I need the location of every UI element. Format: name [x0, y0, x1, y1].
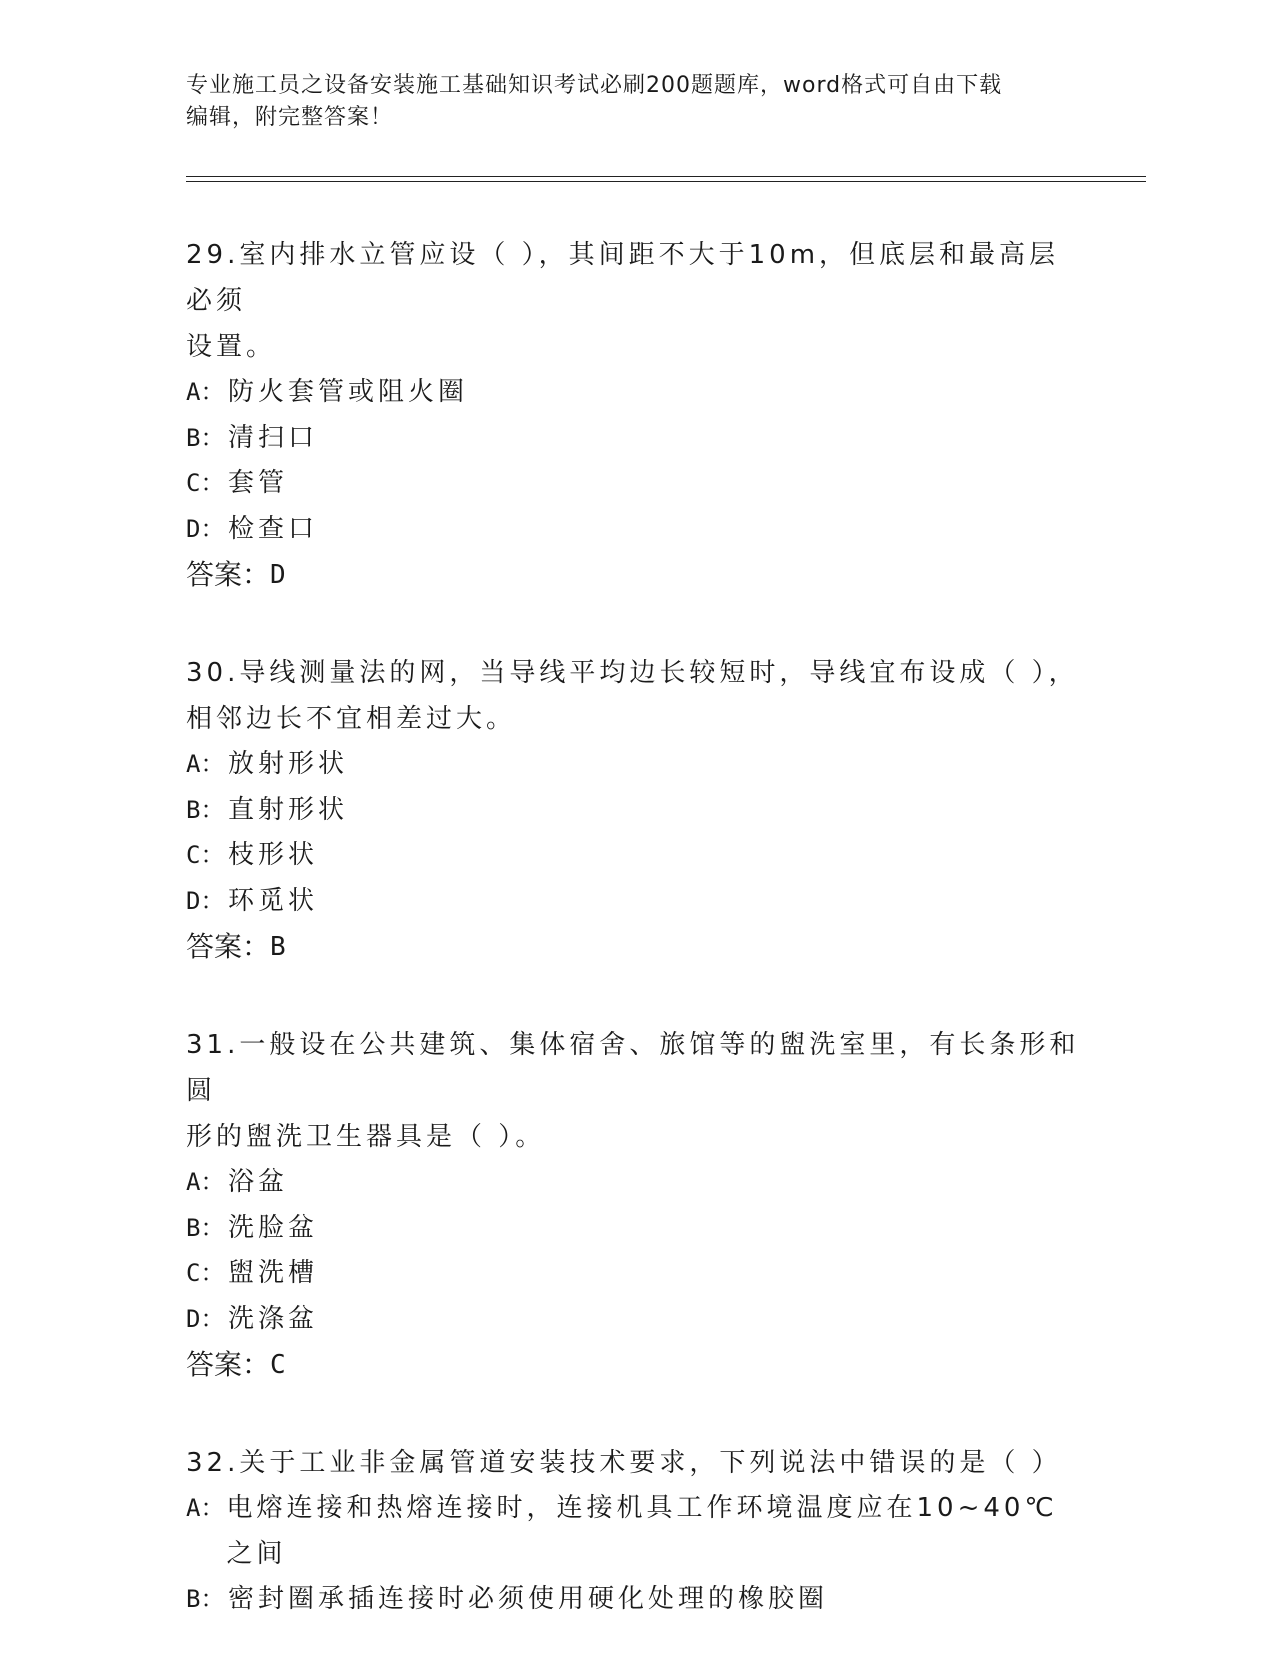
option-key: C： [186, 469, 225, 497]
question-list [186, 232, 1086, 1675]
option-d [186, 879, 1086, 925]
option-d [186, 507, 1086, 553]
answer-line [186, 1342, 1086, 1388]
answer-value: B [270, 932, 286, 962]
option-a [186, 1486, 1086, 1577]
option-text: 密封圈承插连接时必须使用硬化处理的橡胶圈 [228, 1584, 829, 1614]
option-key: D： [186, 886, 225, 915]
option-text: 清扫口 [228, 422, 319, 453]
option-text: 放射形状 [228, 749, 349, 779]
option-b [186, 788, 1086, 834]
question-31 [186, 1022, 1086, 1388]
option-key: B： [186, 1213, 225, 1242]
option-a [186, 1160, 1086, 1206]
answer-line [186, 924, 1086, 970]
question-stem: 32.关于工业非金属管道安装技术要求，下列说法中错误的是（ ） [186, 1448, 1062, 1478]
question-30 [186, 650, 1086, 970]
option-d [186, 1297, 1086, 1343]
option-text: 洗脸盆 [228, 1212, 319, 1243]
option-text: 浴盆 [228, 1167, 289, 1197]
header-title-line-1: 专业施工员之设备安装施工基础知识考试必刷200题题库，word格式可自由下载 [186, 73, 1003, 98]
header-title-line-2: 编辑，附完整答案！ [186, 105, 394, 130]
option-key: C： [186, 1259, 225, 1287]
question-stem: 30.导线测量法的网，当导线平均边长较短时，导线宜布设成（ ）， [186, 658, 1079, 688]
header-divider-bottom [186, 181, 1146, 182]
answer-label: 答案： [186, 1348, 271, 1381]
option-b [186, 1577, 1086, 1623]
option-key: C： [186, 841, 225, 869]
option-text: 盥洗槽 [228, 1258, 319, 1288]
option-key: B： [186, 1585, 225, 1613]
question-stem-continued: 形的盥洗卫生器具是（ ）。 [186, 1122, 546, 1152]
question-32 [186, 1440, 1086, 1623]
option-key: D： [186, 1304, 225, 1333]
option-key: A： [186, 1168, 225, 1196]
option-a [186, 370, 1086, 416]
option-b [186, 416, 1086, 462]
option-key: D： [186, 514, 225, 543]
option-c [186, 833, 1086, 879]
question-stem: 31.一般设在公共建筑、集体宿舍、旅馆等的盥洗室里，有长条形和圆 [186, 1030, 1080, 1106]
option-c [186, 461, 1086, 507]
option-c [186, 1251, 1086, 1297]
option-key: A： [186, 378, 225, 406]
option-key: B： [186, 423, 225, 452]
header-divider-top [186, 176, 1146, 177]
option-key: B： [186, 795, 225, 824]
option-key: A： [186, 750, 225, 778]
option-text: 防火套管或阻火圈 [228, 377, 469, 407]
option-b [186, 1206, 1086, 1252]
document-header [186, 70, 1086, 134]
option-text: 洗涤盆 [228, 1303, 319, 1334]
answer-label: 答案： [186, 558, 271, 591]
option-key: A： [186, 1494, 225, 1522]
option-a [186, 742, 1086, 788]
answer-line [186, 552, 1086, 598]
option-text: 直射形状 [228, 794, 349, 825]
question-stem-continued: 相邻边长不宜相差过大。 [186, 704, 517, 734]
option-text: 套管 [228, 468, 289, 498]
answer-label: 答案： [186, 930, 271, 963]
answer-value: C [270, 1350, 286, 1380]
option-text: 枝形状 [228, 840, 319, 870]
option-text: 电熔连接和热熔连接时，连接机具工作环境温度应在10~40℃之间 [226, 1493, 1058, 1569]
question-stem-continued: 设置。 [186, 332, 277, 362]
option-text: 环觅状 [228, 885, 319, 916]
option-text: 检查口 [228, 513, 319, 544]
question-stem: 29.室内排水立管应设（ ），其间距不大于10m，但底层和最高层必须 [186, 240, 1060, 316]
answer-value: D [270, 560, 286, 590]
question-29 [186, 232, 1086, 598]
